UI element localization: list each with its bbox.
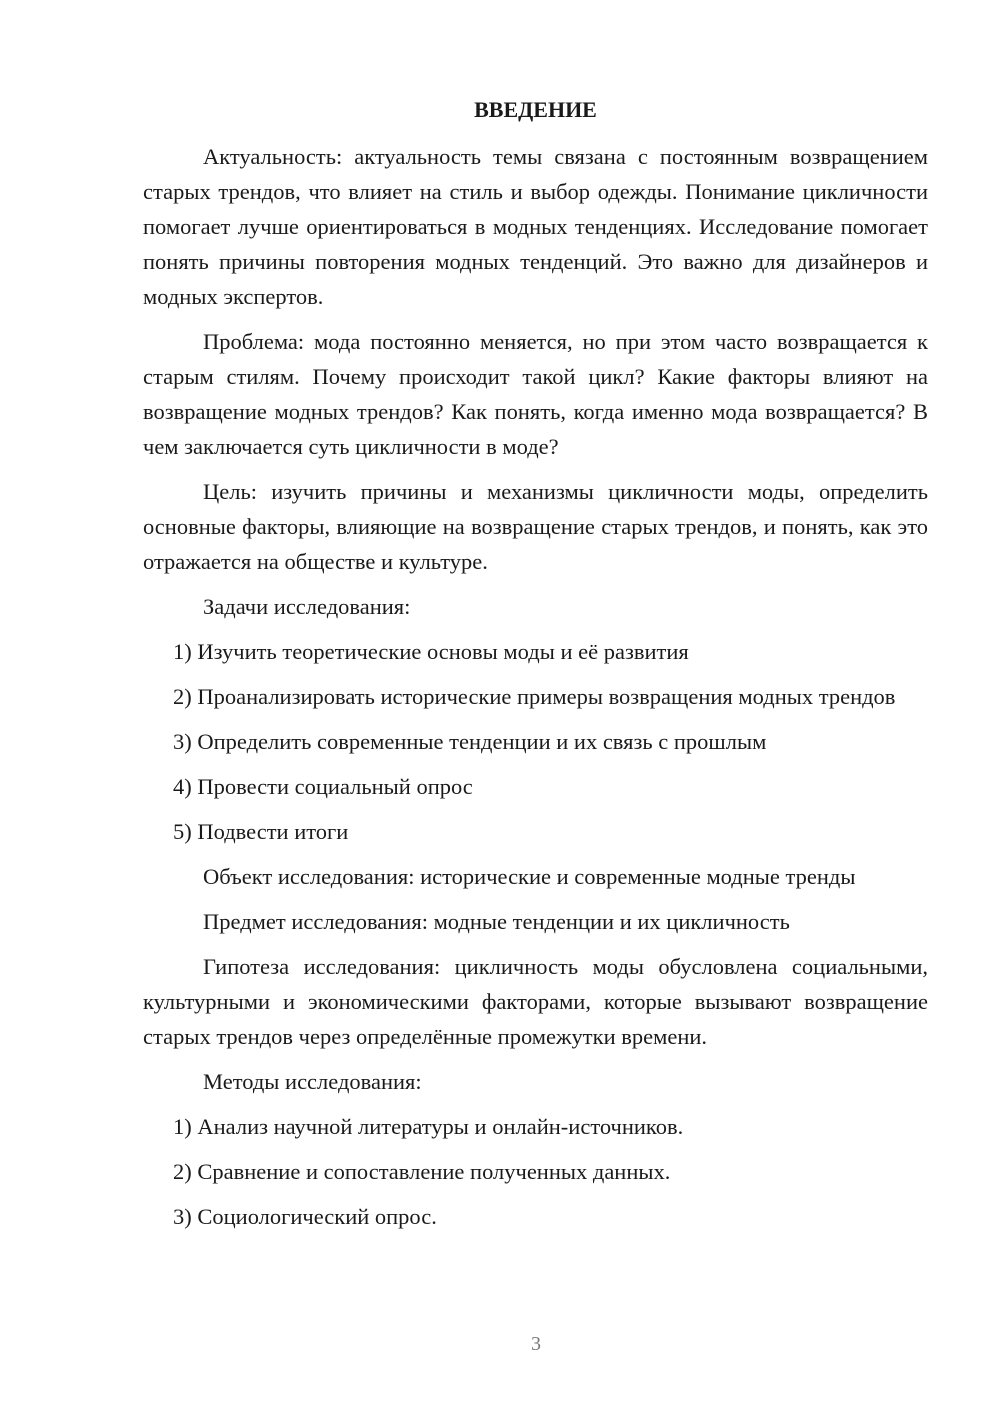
tasks-heading: Задачи исследования: xyxy=(203,594,411,619)
task-item: 5) Подвести итоги xyxy=(173,819,349,844)
page-number: 3 xyxy=(531,1333,541,1355)
method-item: 1) Анализ научной литературы и онлайн-источников. xyxy=(173,1114,684,1139)
page-title: ВВЕДЕНИЕ xyxy=(474,97,597,122)
methods-heading: Методы исследования: xyxy=(203,1069,422,1094)
page-content xyxy=(143,95,928,1244)
goal-paragraph: Цель: изучить причины и механизмы цикличности моды, определить основные факторы, влияющие на возвращение старых трендов, и понять, как это отражается на обществе и культуре. xyxy=(143,479,928,574)
problem-paragraph: Проблема: мода постоянно меняется, но при этом часто возвращается к старым стилям. Почему происходит такой цикл? Какие факторы влияют на возвращение модных трендов? Как понять, когда именно мода возвращается? В чем заключается суть цикличности в моде? xyxy=(143,329,928,459)
task-item: 4) Провести социальный опрос xyxy=(173,774,473,799)
hypothesis-paragraph: Гипотеза исследования: цикличность моды обусловлена социальными, культурными и экономическими факторами, которые вызывают возвращение старых трендов через определённые промежутки времени. xyxy=(143,954,928,1049)
method-item: 2) Сравнение и сопоставление полученных данных. xyxy=(173,1159,671,1184)
object-paragraph: Объект исследования: исторические и современные модные тренды xyxy=(203,864,856,889)
method-item: 3) Социологический опрос. xyxy=(173,1204,437,1229)
task-item: 2) Проанализировать исторические примеры возвращения модных трендов xyxy=(173,684,896,709)
subject-paragraph: Предмет исследования: модные тенденции и их цикличность xyxy=(203,909,790,934)
relevance-paragraph: Актуальность: актуальность темы связана с постоянным возвращением старых трендов, что влияет на стиль и выбор одежды. Понимание цикличности помогает лучше ориентироваться в модных тенденциях. Исследование помогает понять причины повторения модных тенденций. Это важно для дизайнеров и модных экспертов. xyxy=(143,144,928,309)
task-item: 3) Определить современные тенденции и их связь с прошлым xyxy=(173,729,767,754)
task-item: 1) Изучить теоретические основы моды и её развития xyxy=(173,639,689,664)
